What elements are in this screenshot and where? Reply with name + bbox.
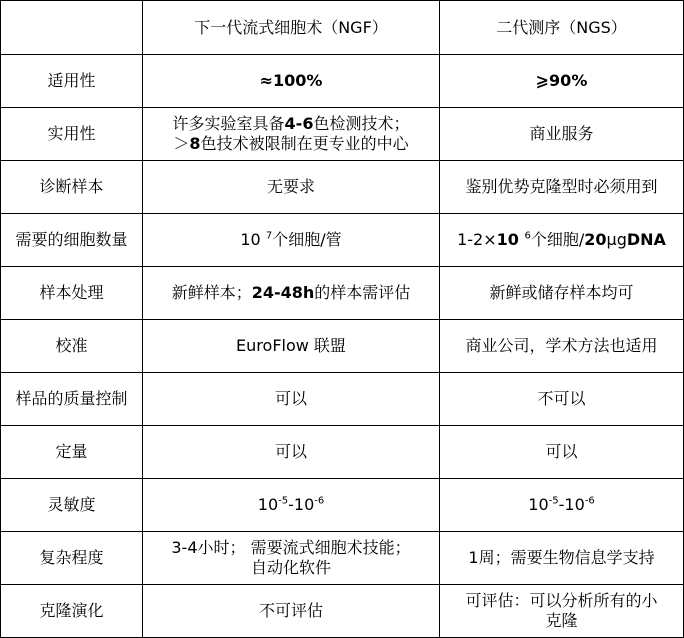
- ngs-calibration: 商业公司，学术方法也适用: [440, 320, 684, 373]
- ngf-complexity: [143, 532, 440, 585]
- ngs-clonal-evolution-line2: 克隆: [545, 611, 578, 630]
- ngf-cell-count: [143, 214, 440, 267]
- ngs-sensitivity-a: 10: [528, 495, 549, 514]
- ngs-clonal-evolution-line1: 可评估：可以分析所有的小: [465, 591, 658, 610]
- table-row: [1, 267, 684, 320]
- ngs-cell-count-exp: 6: [524, 230, 531, 242]
- ngs-clonal-evolution: [440, 585, 684, 638]
- ngs-cell-count-c: 个细胞/: [530, 230, 585, 249]
- row-label-quantification: 定量: [1, 426, 143, 479]
- ngf-complexity-line2: 自动化软件: [250, 558, 331, 577]
- row-label-calibration: 校准: [1, 320, 143, 373]
- ngf-practicality-line2-b: 8: [189, 134, 201, 153]
- table-row: [1, 161, 684, 214]
- header-ngf: 下一代流式细胞术（NGF）: [143, 1, 440, 55]
- ngs-sensitivity-b: -10: [558, 495, 585, 514]
- table-row: [1, 55, 684, 108]
- row-label-complexity: 复杂程度: [1, 532, 143, 585]
- ngf-clonal-evolution: 不可评估: [143, 585, 440, 638]
- ngf-diagnostic-sample: 无要求: [143, 161, 440, 214]
- ngf-sensitivity-b: -10: [288, 495, 315, 514]
- ngf-quantification: 可以: [143, 426, 440, 479]
- ngf-applicability-value: ≈100%: [259, 71, 323, 90]
- ngf-practicality-line2: [146, 134, 436, 154]
- table-row: [1, 373, 684, 426]
- ngf-sensitivity-exp1: -5: [278, 495, 289, 507]
- table-row: [1, 426, 684, 479]
- ngf-quality-control: 可以: [143, 373, 440, 426]
- row-label-sensitivity: 灵敏度: [1, 479, 143, 532]
- ngf-practicality-line2-c: 色技术被限制在更专业的中心: [200, 134, 409, 153]
- row-label-sample-processing: 样本处理: [1, 267, 143, 320]
- ngf-sample-processing-c: 的样本需评估: [314, 283, 411, 302]
- ngs-sensitivity: [440, 479, 684, 532]
- ngs-complexity: 1周；需要生物信息学支持: [440, 532, 684, 585]
- ngf-practicality-line1-a: 许多实验室具备: [172, 114, 285, 133]
- ngs-cell-count-f: DNA: [626, 230, 666, 249]
- ngf-sample-processing: [143, 267, 440, 320]
- ngf-practicality-line1-b: 4-6: [284, 114, 314, 133]
- ngf-cell-count-exp: 7: [265, 230, 273, 242]
- ngs-cell-count: [440, 214, 684, 267]
- ngf-practicality-line2-a: ＞: [173, 134, 190, 153]
- ngf-calibration: EuroFlow 联盟: [143, 320, 440, 373]
- ngs-practicality: 商业服务: [440, 108, 684, 161]
- header-empty-cell: [1, 1, 143, 55]
- ngf-sensitivity: [143, 479, 440, 532]
- ngs-sensitivity-exp2: -6: [584, 495, 595, 507]
- ngs-applicability: [440, 55, 684, 108]
- ngs-cell-count-d: 20: [584, 230, 607, 249]
- ngs-diagnostic-sample: 鉴别优势克隆型时必须用到: [440, 161, 684, 214]
- row-label-quality-control: 样品的质量控制: [1, 373, 143, 426]
- ngf-complexity-line1: 3-4小时； 需要流式细胞术技能；: [171, 538, 411, 557]
- table-row: [1, 214, 684, 267]
- ngf-sample-processing-b: 24-48h: [251, 283, 315, 302]
- ngf-applicability: [143, 55, 440, 108]
- row-label-diagnostic-sample: 诊断样本: [1, 161, 143, 214]
- row-label-applicability: 适用性: [1, 55, 143, 108]
- header-row: [1, 1, 684, 55]
- table-row: [1, 320, 684, 373]
- ngf-practicality-line1: [146, 114, 436, 134]
- ngf-cell-count-rest: 个细胞/管: [272, 230, 342, 249]
- table-row: [1, 479, 684, 532]
- ngf-practicality: [143, 108, 440, 161]
- header-ngs: 二代测序（NGS）: [440, 1, 684, 55]
- ngs-cell-count-b: 10: [496, 230, 525, 249]
- ngf-sensitivity-exp2: -6: [314, 495, 325, 507]
- table-row: [1, 108, 684, 161]
- ngs-quality-control: 不可以: [440, 373, 684, 426]
- ngf-practicality-line1-c: 色检测技术；: [313, 114, 410, 133]
- row-label-practicality: 实用性: [1, 108, 143, 161]
- row-label-cell-count: 需要的细胞数量: [1, 214, 143, 267]
- ngf-cell-count-base: 10: [240, 230, 266, 249]
- table-row: [1, 585, 684, 638]
- table-row: [1, 532, 684, 585]
- ngs-sample-processing: 新鲜或储存样本均可: [440, 267, 684, 320]
- ngs-cell-count-a: 1-2×: [457, 230, 497, 249]
- ngs-sensitivity-exp1: -5: [548, 495, 559, 507]
- ngs-quantification: 可以: [440, 426, 684, 479]
- ngs-applicability-value: ⩾90%: [535, 71, 588, 90]
- row-label-clonal-evolution: 克隆演化: [1, 585, 143, 638]
- ngf-sensitivity-a: 10: [257, 495, 279, 514]
- ngs-cell-count-e: μg: [606, 230, 627, 249]
- ngf-sample-processing-a: 新鲜样本；: [171, 283, 252, 302]
